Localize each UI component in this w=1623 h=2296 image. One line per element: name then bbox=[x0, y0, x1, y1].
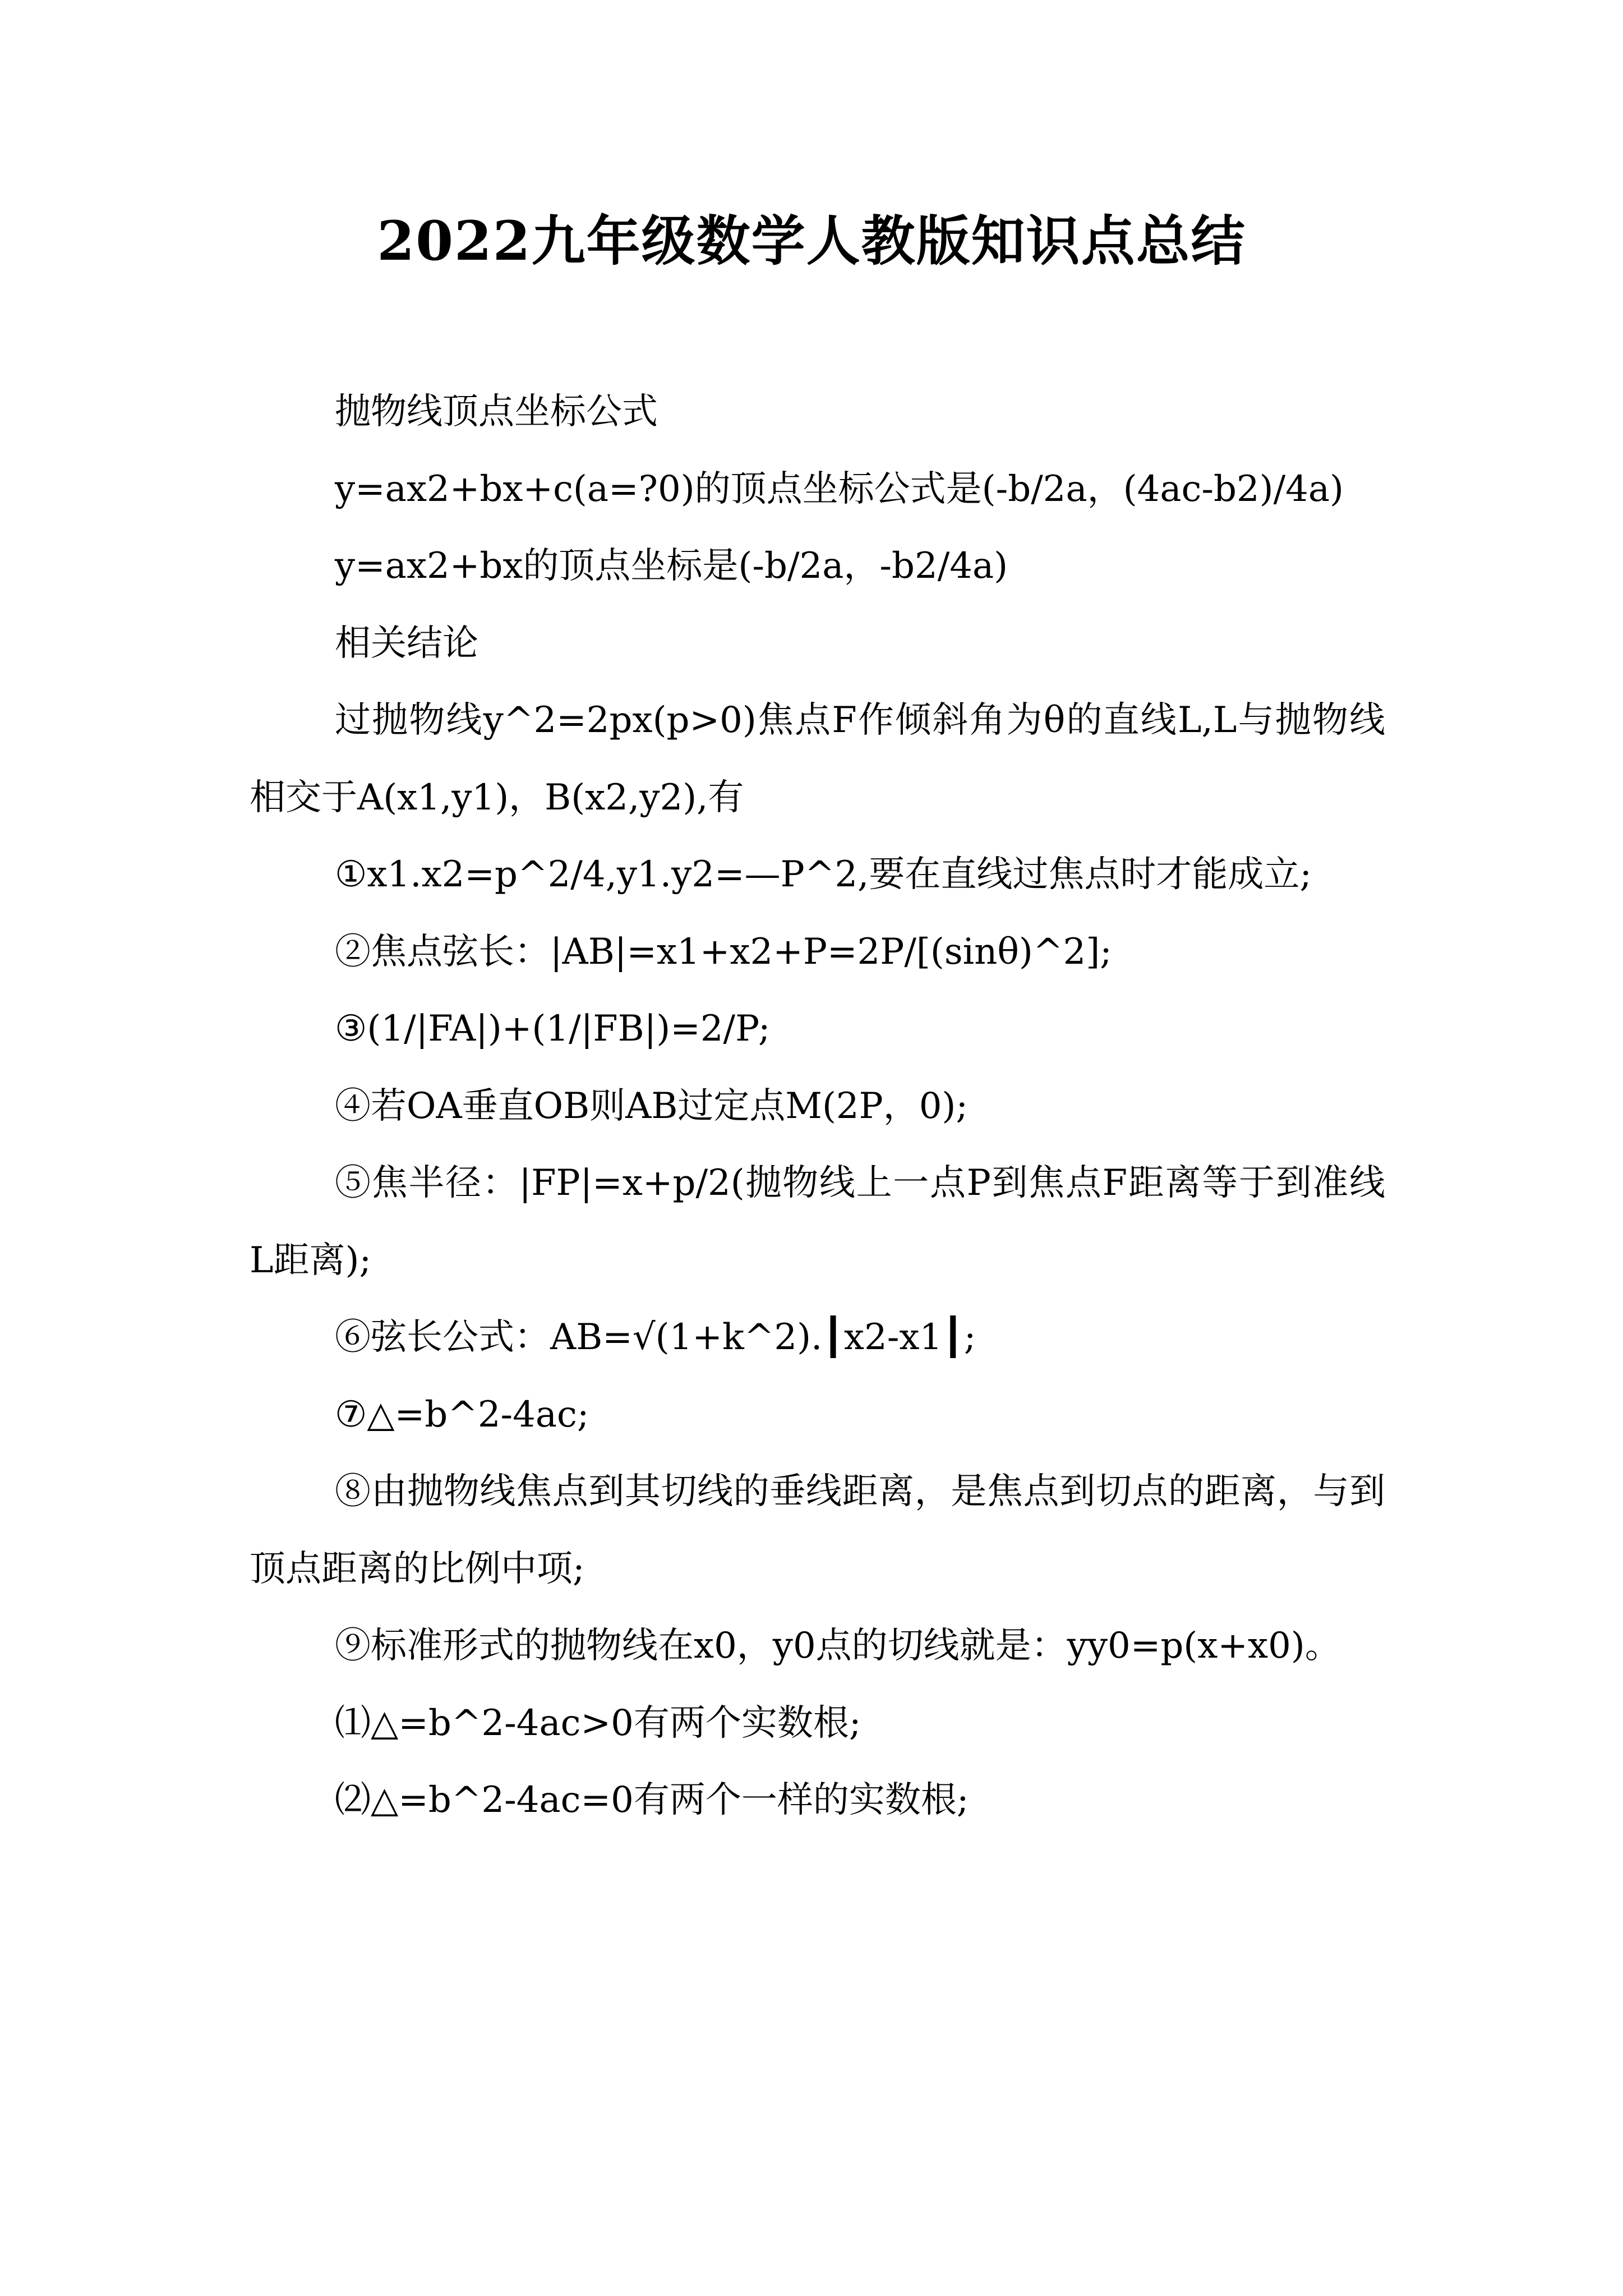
paragraph-conclusion-6: ⑥弦长公式：AB=√(1+k^2).┃x2-x1┃; bbox=[335, 1317, 976, 1358]
paragraph-conclusion-3: ③(1/|FA|)+(1/|FB|)=2/P; bbox=[335, 1008, 771, 1050]
paragraph-focal-chord-setup: 过抛物线y^2=2px(p>0)焦点F作倾斜角为θ的直线L,L与抛物线相交于A(x1,y1)，B(x2,y2),有 bbox=[250, 700, 1385, 818]
paragraph-conclusion-4: ④若OA垂直OB则AB过定点M(2P，0); bbox=[335, 1085, 968, 1127]
paragraph-vertex-formula-no-constant: y=ax2+bx的顶点坐标是(-b/2a，-b2/4a) bbox=[335, 545, 1008, 587]
paragraph-vertex-formula-general: y=ax2+bx+c(a=?0)的顶点坐标公式是(-b/2a，(4ac-b2)/4a) bbox=[335, 468, 1344, 510]
paragraph-conclusion-5: ⑤焦半径：|FP|=x+p/2(抛物线上一点P到焦点F距离等于到准线L距离); bbox=[250, 1162, 1385, 1281]
paragraph-vertex-formula-heading: 抛物线顶点坐标公式 bbox=[335, 391, 658, 432]
paragraph-conclusion-8: ⑧由抛物线焦点到其切线的垂线距离，是焦点到切点的距离，与到顶点距离的比例中项; bbox=[250, 1471, 1385, 1590]
paragraph-conclusion-2: ②焦点弦长：|AB|=x1+x2+P=2P/[(sinθ)^2]; bbox=[335, 931, 1112, 973]
paragraph-conclusion-7: ⑦△=b^2-4ac; bbox=[335, 1393, 589, 1435]
paragraph-conclusion-1: ①x1.x2=p^2/4,y1.y2=—P^2,要在直线过焦点时才能成立; bbox=[335, 854, 1312, 895]
paragraph-conclusion-9: ⑨标准形式的抛物线在x0，y0点的切线就是：yy0=p(x+x0)。 bbox=[335, 1625, 1341, 1667]
document-title: 2022九年级数学人教版知识点总结 bbox=[377, 209, 1246, 273]
paragraph-discriminant-case-2: ⑵△=b^2-4ac=0有两个一样的实数根; bbox=[335, 1779, 969, 1821]
document-body bbox=[250, 374, 1385, 1839]
paragraph-related-conclusions-heading: 相关结论 bbox=[335, 622, 478, 664]
paragraph-discriminant-case-1: ⑴△=b^2-4ac>0有两个实数根; bbox=[335, 1702, 861, 1744]
